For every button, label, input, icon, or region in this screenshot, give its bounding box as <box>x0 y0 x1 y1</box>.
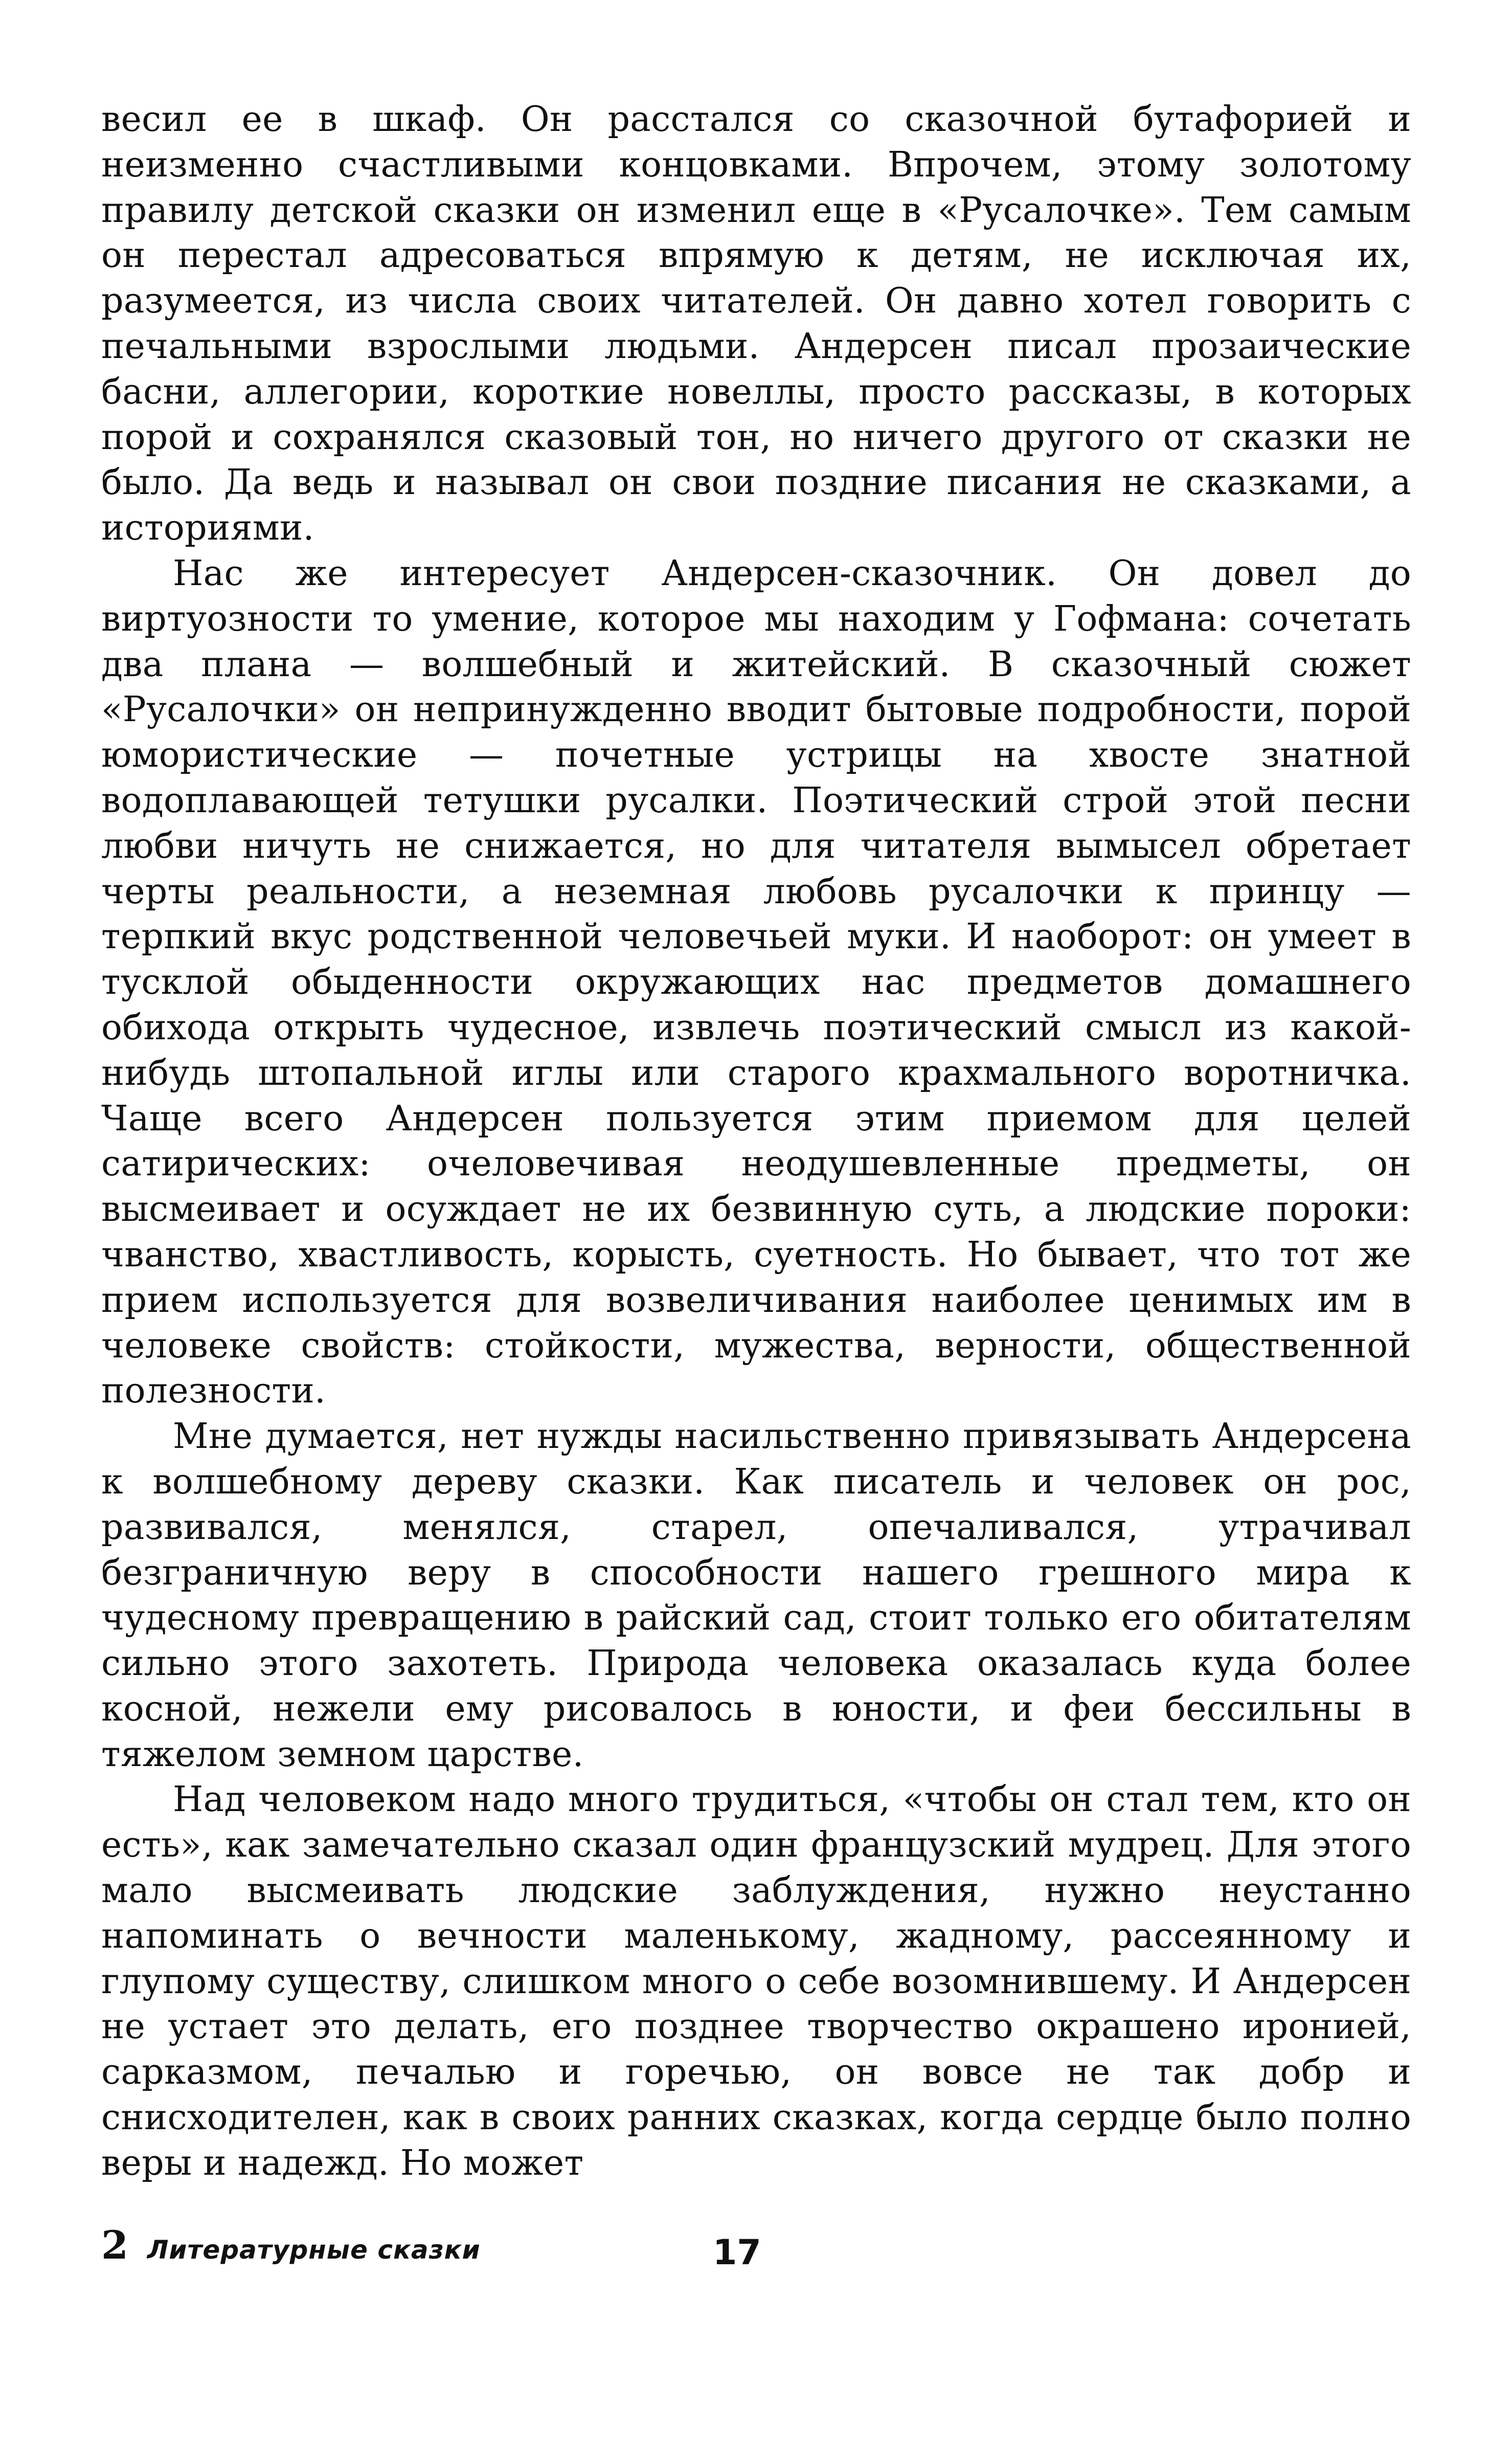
printer-signature <box>101 2222 481 2268</box>
signature-title: Литературные сказки <box>147 2235 481 2265</box>
paragraph: Над человеком надо много трудиться, «чтобы он стал тем, кто он есть», как замечательно сказал один французский мудрец. Для этого мало высмеивать людские заблуждения, нужно неустанно напоминать о вечности маленькому, жадному, рассеянному и глупому существу, слишком много о себе возомнившему. И Андерсен не устает это делать, его позднее творчество окрашено иронией, сарказмом, печалью и горечью, он вовсе не так добр и снисходителен, как в своих ранних сказках, когда сердце было полно веры и надежд. Но может <box>101 1779 1411 2183</box>
page-body <box>101 97 1411 2186</box>
page-number: 17 <box>713 2233 761 2273</box>
signature-number: 2 <box>101 2222 129 2268</box>
paragraph-continued: весил ее в шкаф. Он расстался со сказочной бутафорией и неизменно счастливыми концовками. Впрочем, этому золотому правилу детской сказки он изменил еще в «Русалочке». Тем самым он перестал адресоваться впрямую к детям, не исключая их, разумеется, из числа своих читателей. Он давно хотел говорить с печальными взрослыми людьми. Андерсен писал прозаические басни, аллегории, короткие новеллы, просто рассказы, в которых порой и сохранялся сказовый тон, но ничего другого от сказки не было. Да ведь и называл он свои поздние писания не сказками, а историями. <box>101 99 1411 549</box>
paragraph: Нас же интересует Андерсен-сказочник. Он довел до виртуозности то умение, которое мы находим у Гофмана: сочетать два плана — волшебный и житейский. В сказочный сюжет «Русалочки» он непринужденно вводит бытовые подробности, порой юмористические — почетные устрицы на хвосте знатной водоплавающей тетушки русалки. Поэтический строй этой песни любви ничуть не снижается, но для читателя вымысел обретает черты реальности, а неземная любовь русалочки к принцу — терпкий вкус родственной человечьей муки. И наоборот: он умеет в тусклой обыденности окружающих нас предметов домашнего обихода открыть чудесное, извлечь поэтический смысл из какой-нибудь штопальной иглы или старого крахмального воротничка. Чаще всего Андерсен пользуется этим приемом для целей сатирических: очеловечивая неодушевленные предметы, он высмеивает и осуждает не их безвинную суть, а людские пороки: чванство, хвастливость, корысть, суетность. Но бывает, что тот же прием используется для возвеличивания наиболее ценимых им в человеке свойств: стойкости, мужества, верности, общественной полезности. <box>101 553 1411 1412</box>
paragraph: Мне думается, нет нужды насильственно привязывать Андерсена к волшебному дереву сказки. Как писатель и человек он рос, развивался, менялся, старел, опечаливался, утрачивал безграничную веру в способности нашего грешного мира к чудесному превращению в райский сад, стоит только его обитателям сильно этого захотеть. Природа человека оказалась куда более косной, нежели ему рисовалось в юности, и феи бессильны в тяжелом земном царстве. <box>101 1416 1411 1775</box>
